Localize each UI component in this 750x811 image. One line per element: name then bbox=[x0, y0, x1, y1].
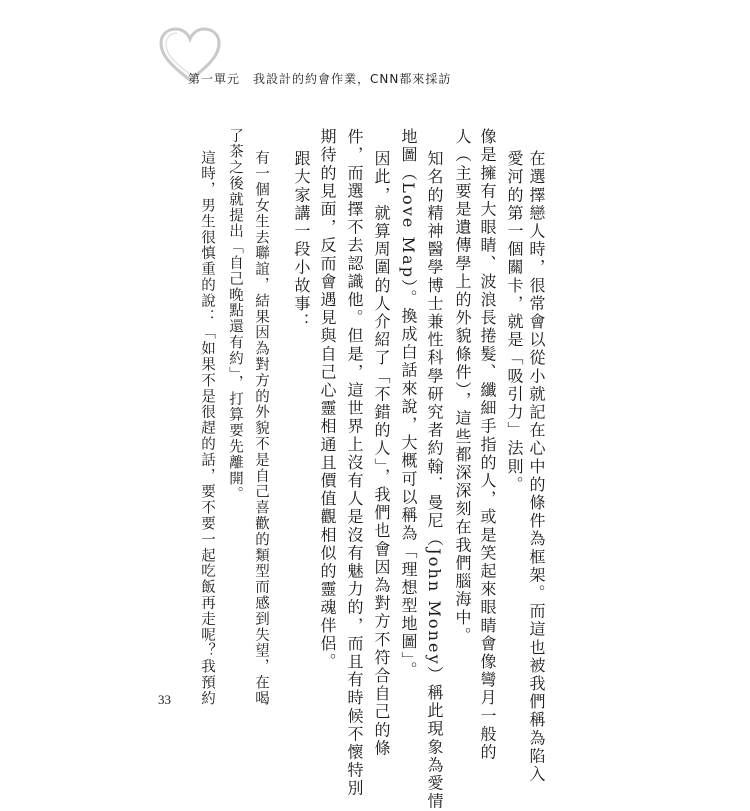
text-column: 地圖（Love Map）。換成白話來說，大概可以稱為「理想型地圖」。 bbox=[399, 128, 418, 680]
text-column: 愛河的第一個關卡，就是「吸引力」法則。 bbox=[505, 150, 524, 494]
chapter-title: 我設計的約會作業，CNN都來採訪 bbox=[253, 72, 452, 86]
text-column: 期待的見面，反而會遇見與自己心靈相通且價值觀相似的靈魂伴侶。 bbox=[318, 128, 337, 671]
story-column: 了茶之後就提出「自己晚點還有約」，打算要先離開。 bbox=[227, 128, 243, 503]
story-column: 有一個女生去聯誼，結果因為對方的外貌不是自己喜歡的類型而感到失望，在喝 bbox=[253, 150, 269, 707]
page-number: 33 bbox=[158, 692, 171, 707]
text-column: 在選擇戀人時，很常會以從小就記在心中的條件為框架。而這也被我們稱為陷入 bbox=[527, 150, 546, 784]
chapter-header bbox=[158, 26, 658, 86]
text-column: 件，而選擇不去認識他。但是，這世界上沒有人是沒有魅力的，而且有時候不懷特別 bbox=[345, 128, 364, 798]
text-column: 因此，就算周圍的人介紹了「不錯的人」，我們也會因為對方不符合自己的條 bbox=[372, 150, 391, 758]
text-column: 跟大家講一段小故事： bbox=[292, 150, 311, 331]
text-column: 人（主要是遺傳學上的外貌條件），這些都深深刻在我們腦海中。 bbox=[453, 128, 472, 645]
unit-label: 第一單元 bbox=[188, 72, 241, 86]
story-column: 這時，男生很慎重的說：「如果不是很趕的話，要不要一起吃飯再走呢？我預約 bbox=[199, 150, 215, 707]
text-column: 知名的精神醫學博士兼性科學研究者約翰．曼尼（John Money）稱此現象為愛情 bbox=[425, 150, 444, 811]
text-column: 像是擁有大眼睛、波浪長捲髮、纖細手指的人，或是笑起來眼睛會像彎月一般的 bbox=[478, 128, 497, 762]
